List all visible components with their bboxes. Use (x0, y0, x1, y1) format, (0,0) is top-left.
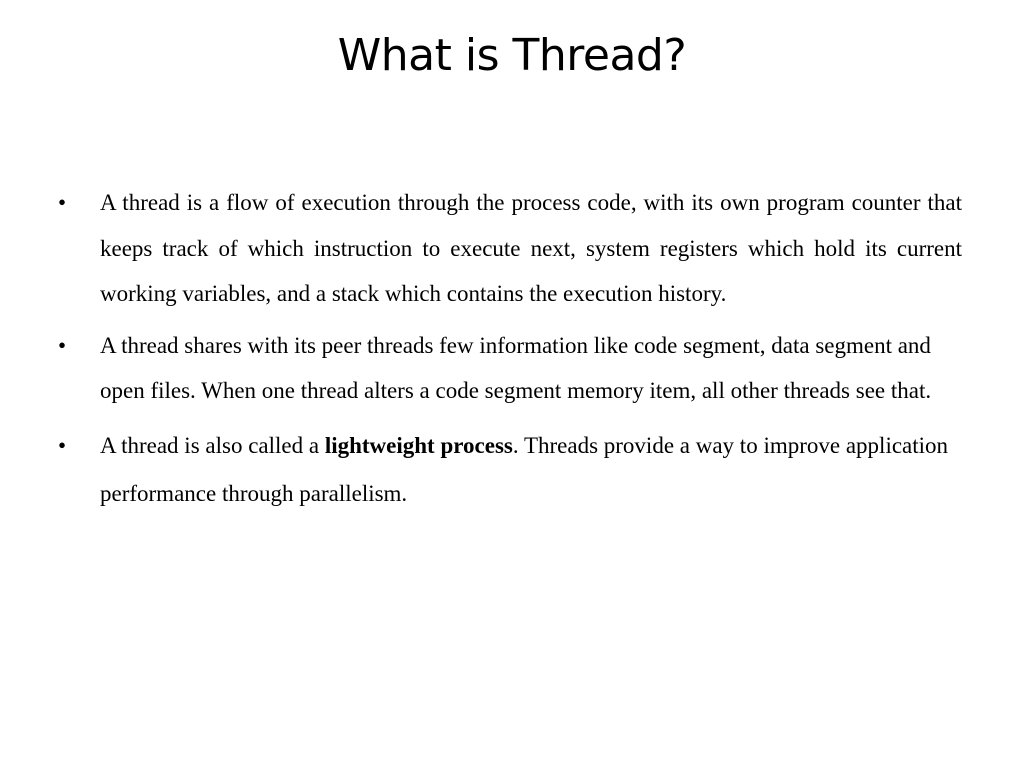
bullet-icon: • (58, 432, 67, 458)
bullet-item-1 (58, 180, 962, 317)
bullet-text: A thread shares with its peer threads few information like code segment, data segment and open files. When one thread alters a code segment memory item, all other threads see that. (100, 332, 932, 403)
bullet-text: A thread is a flow of execution through the process code, with its own program counter that keeps track of which instruction to execute next, system registers which hold its current working variables, and a stack which contains the execution history. (100, 190, 962, 306)
bullet-icon: • (58, 332, 67, 358)
bullet-list (0, 180, 1024, 518)
bullet-icon: • (58, 190, 67, 215)
bullet-text-bold: lightweight process (324, 432, 513, 458)
bullet-text-suffix: . Threads provide a way to improve application performance through parallelism. (100, 432, 949, 506)
bullet-item-3 (58, 422, 962, 518)
slide-title: What is Thread? (337, 30, 687, 81)
bullet-text-prefix: A thread is also called a (100, 432, 325, 458)
bullet-item-2 (58, 323, 962, 414)
